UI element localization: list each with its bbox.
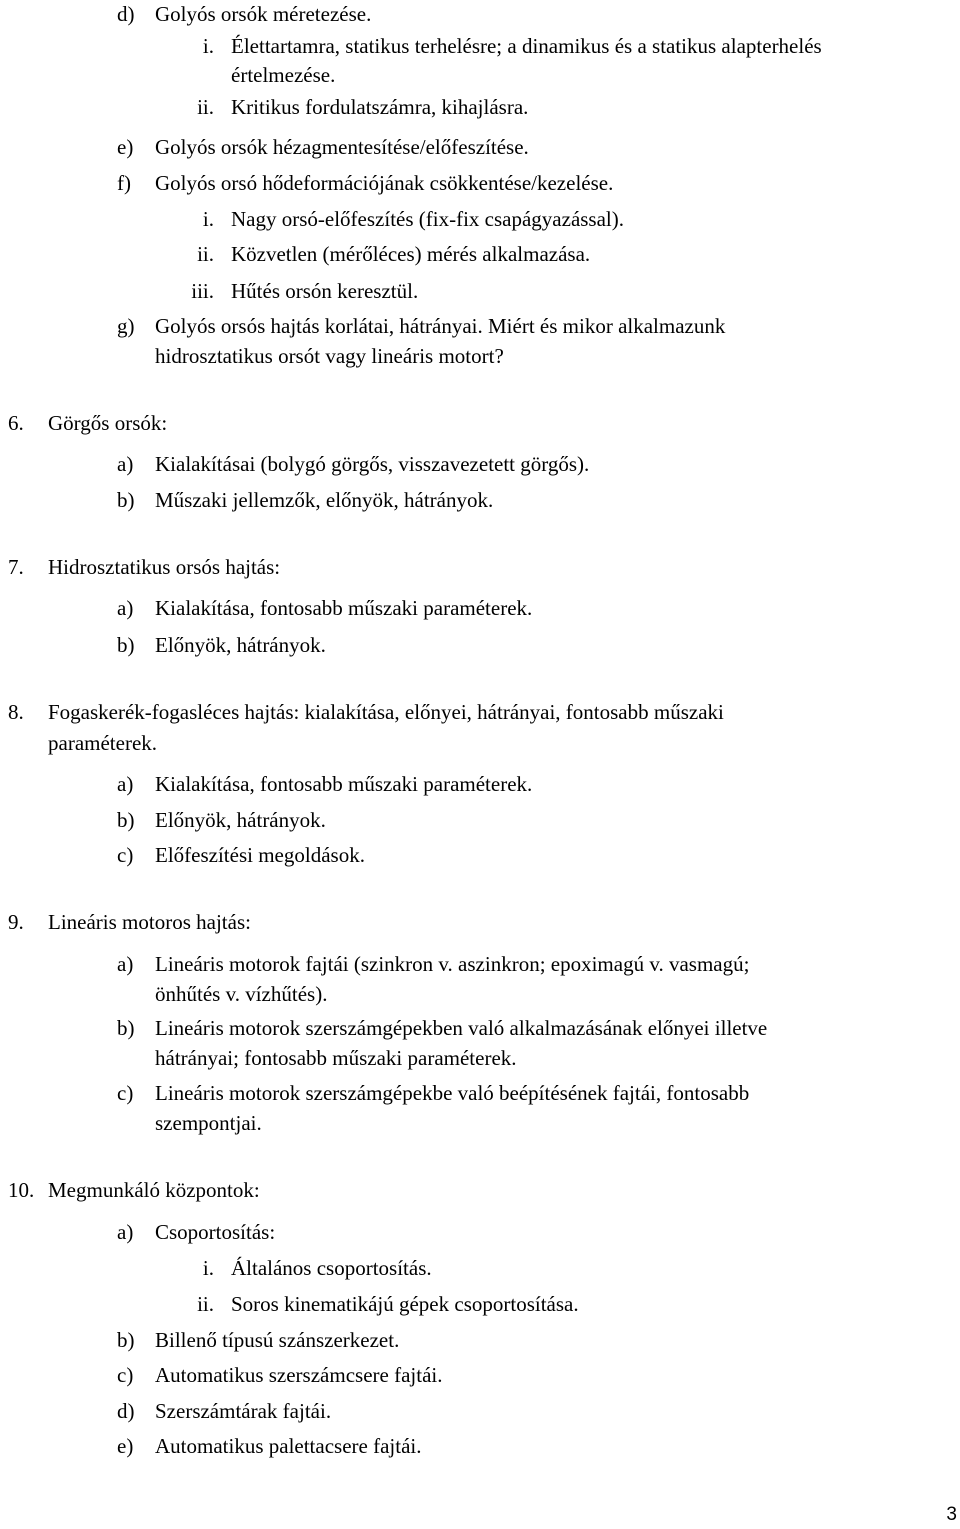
item-text: Előfeszítési megoldások. [155,843,365,867]
item-text: Automatikus palettacsere fajtái. [155,1434,422,1458]
subitem-text: értelmezése. [231,63,336,87]
subitem-text: Általános csoportosítás. [231,1256,432,1280]
item-marker: f) [117,171,131,195]
item-marker: b) [117,1016,135,1040]
item-text: hidrosztatikus orsót vagy lineáris motort? [155,344,504,368]
item-text: önhűtés v. vízhűtés). [155,982,328,1006]
item-text: Billenő típusú szánszerkezet. [155,1328,400,1352]
item-marker: e) [117,135,134,159]
item-text: Golyós orsós hajtás korlátai, hátrányai. Miért és mikor alkalmazunk [155,314,726,338]
item-text: Kialakítása, fontosabb műszaki paraméterek. [155,596,533,620]
subitem-marker: ii. [197,95,214,119]
item-text: Golyós orsó hődeformációjának csökkentése/kezelése. [155,171,614,195]
item-marker: c) [117,1363,134,1387]
subitem-text: Nagy orsó-előfeszítés (fix-fix csapágyazással). [231,207,625,231]
subitem-text: Élettartamra, statikus terhelésre; a dinamikus és a statikus alapterhelés [231,34,822,58]
item-text: Előnyök, hátrányok. [155,808,326,832]
item-marker: a) [117,452,134,476]
section-title: Lineáris motoros hajtás: [48,910,251,934]
section-title: paraméterek. [48,731,158,755]
item-text: Lineáris motorok fajtái (szinkron v. aszinkron; epoximagú v. vasmagú; [155,952,750,976]
subitem-text: Kritikus fordulatszámra, kihajlásra. [231,95,529,119]
subitem-marker: i. [202,1256,214,1280]
item-text: Szerszámtárak fajtái. [155,1399,332,1423]
subitem-text: Hűtés orsón keresztül. [231,279,419,303]
item-marker: d) [117,2,135,26]
item-text: Lineáris motorok szerszámgépekbe való beépítésének fajtái, fontosabb [155,1081,750,1105]
section-number: 6. [8,411,24,435]
item-marker: d) [117,1399,135,1423]
item-marker: a) [117,596,134,620]
subitem-marker: i. [202,207,214,231]
item-marker: b) [117,633,135,657]
subitem-text: Soros kinematikájú gépek csoportosítása. [231,1292,579,1316]
item-marker: c) [117,1081,134,1105]
item-text: szempontjai. [155,1111,262,1135]
item-marker: g) [117,314,135,338]
item-text: Automatikus szerszámcsere fajtái. [155,1363,443,1387]
section-number: 8. [8,700,24,724]
page-number: 3 [946,1504,957,1525]
item-marker: a) [117,952,134,976]
section-title: Megmunkáló központok: [48,1178,260,1202]
item-text: Műszaki jellemzők, előnyök, hátrányok. [155,488,494,512]
subitem-text: Közvetlen (mérőléces) mérés alkalmazása. [231,242,591,266]
item-marker: a) [117,772,134,796]
item-marker: b) [117,1328,135,1352]
section-number: 9. [8,910,24,934]
subitem-marker: iii. [191,279,214,303]
item-text: Lineáris motorok szerszámgépekben való alkalmazásának előnyei illetve [155,1016,768,1040]
item-marker: a) [117,1220,134,1244]
section-title: Fogaskerék-fogasléces hajtás: kialakítása, előnyei, hátrányai, fontosabb műszaki [48,700,724,724]
item-text: Kialakításai (bolygó görgős, visszavezetett görgős). [155,452,590,476]
item-text: Golyós orsók hézagmentesítése/előfeszítése. [155,135,529,159]
subitem-marker: ii. [197,242,214,266]
item-marker: b) [117,808,135,832]
item-text: hátrányai; fontosabb műszaki paraméterek. [155,1046,517,1070]
item-marker: c) [117,843,134,867]
item-text: Kialakítása, fontosabb műszaki paraméterek. [155,772,533,796]
item-marker: e) [117,1434,134,1458]
item-text: Golyós orsók méretezése. [155,2,372,26]
subitem-marker: i. [202,34,214,58]
subitem-marker: ii. [197,1292,214,1316]
section-number: 10. [8,1178,35,1202]
section-title: Görgős orsók: [48,411,168,435]
section-number: 7. [8,555,24,579]
item-marker: b) [117,488,135,512]
item-text: Csoportosítás: [155,1220,276,1244]
item-text: Előnyök, hátrányok. [155,633,326,657]
section-title: Hidrosztatikus orsós hajtás: [48,555,281,579]
